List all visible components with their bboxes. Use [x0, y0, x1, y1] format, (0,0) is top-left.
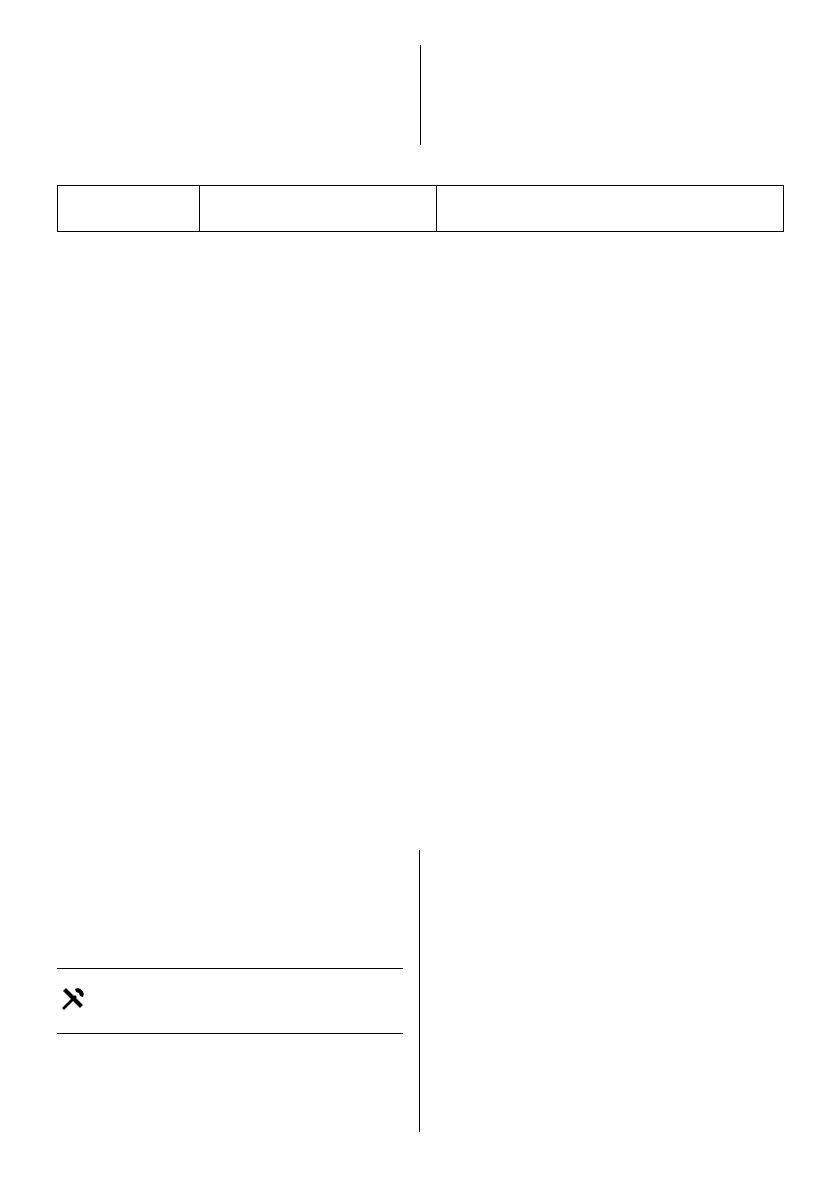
- header-display: [58, 186, 200, 232]
- header-remedy: [437, 186, 784, 232]
- table-header-row: [58, 186, 784, 232]
- display-sample: [140, 86, 180, 116]
- wrench-screwdriver-icon: [60, 986, 86, 1012]
- tip-top-rule: [57, 968, 403, 969]
- error-code-table: [57, 185, 784, 232]
- tip-bottom-rule: [57, 1033, 403, 1034]
- column-divider-top: [420, 45, 421, 145]
- header-cause: [200, 186, 437, 232]
- column-divider-bottom: [419, 850, 420, 1132]
